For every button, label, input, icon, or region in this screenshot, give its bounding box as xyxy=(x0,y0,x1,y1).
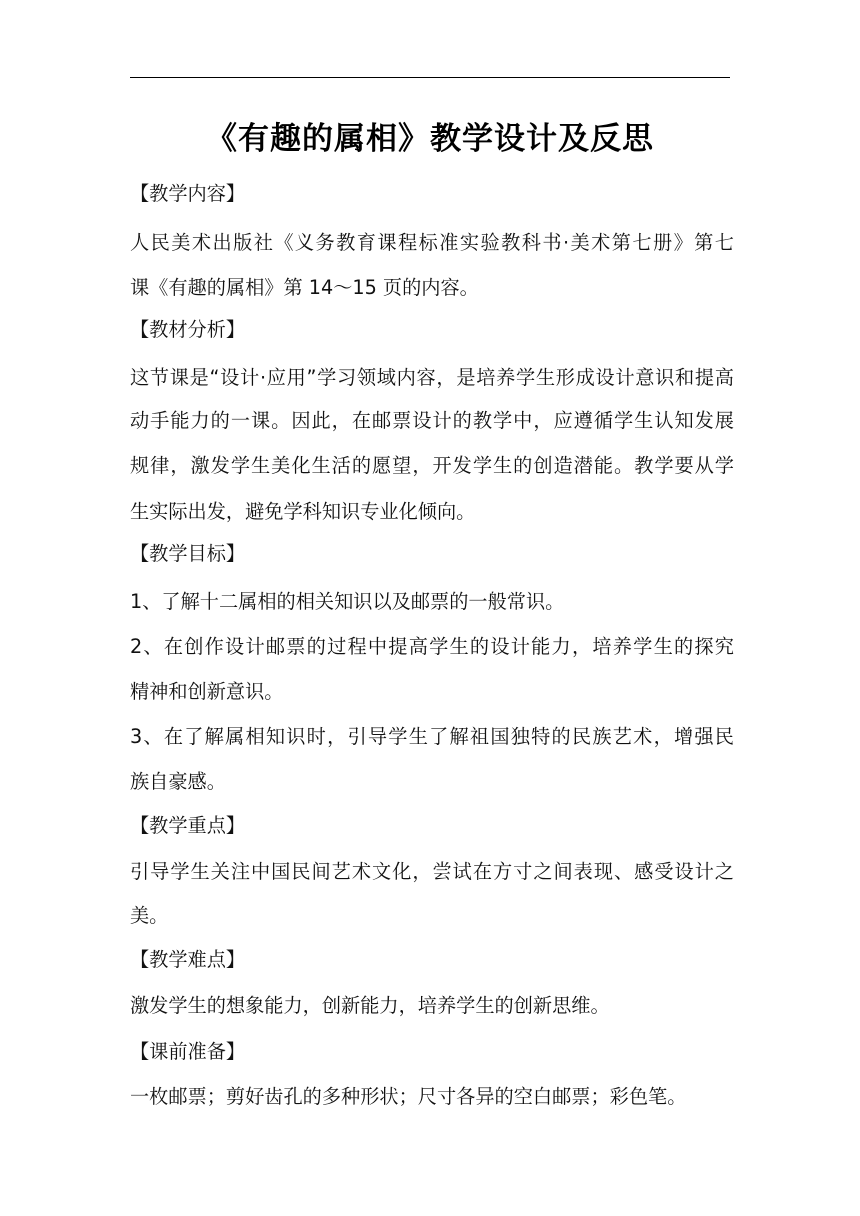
paragraph-line: 规律，激发学生美化生活的愿望，开发学生的创造潜能。教学要从学 xyxy=(130,454,734,477)
header-rule xyxy=(130,77,730,78)
document-title: 《有趣的属相》教学设计及反思 xyxy=(206,121,654,157)
section-heading-analysis: 【教材分析】 xyxy=(130,318,246,341)
paragraph-line: 课《有趣的属相》第 14～15 页的内容。 xyxy=(130,276,479,299)
paragraph-line: 这节课是“设计·应用”学习领域内容，是培养学生形成设计意识和提高 xyxy=(130,366,734,389)
section-heading-objectives: 【教学目标】 xyxy=(130,542,246,565)
paragraph-line: 动手能力的一课。因此，在邮票设计的教学中，应遵循学生认知发展 xyxy=(130,409,734,432)
section-heading-preparation: 【课前准备】 xyxy=(130,1040,246,1063)
paragraph-line: 生实际出发，避免学科知识专业化倾向。 xyxy=(130,500,476,523)
paragraph-line: 2、在创作设计邮票的过程中提高学生的设计能力，培养学生的探究 xyxy=(130,635,734,658)
section-heading-key-points: 【教学重点】 xyxy=(130,814,246,837)
paragraph-line: 精神和创新意识。 xyxy=(130,680,284,703)
paragraph-line: 激发学生的想象能力，创新能力，培养学生的创新思维。 xyxy=(130,994,610,1017)
paragraph-line: 一枚邮票；剪好齿孔的多种形状；尺寸各异的空白邮票；彩色笔。 xyxy=(130,1085,687,1108)
section-heading-difficulties: 【教学难点】 xyxy=(130,948,246,971)
paragraph-line: 3、在了解属相知识时，引导学生了解祖国独特的民族艺术，增强民 xyxy=(130,725,734,748)
paragraph-line: 美。 xyxy=(130,904,169,927)
paragraph-line: 人民美术出版社《义务教育课程标准实验教科书·美术第七册》第七 xyxy=(130,231,734,254)
paragraph-line: 1、了解十二属相的相关知识以及邮票的一般常识。 xyxy=(130,590,565,613)
paragraph-line: 族自豪感。 xyxy=(130,770,226,793)
paragraph-line: 引导学生关注中国民间艺术文化，尝试在方寸之间表现、感受设计之 xyxy=(130,860,734,883)
section-heading-content: 【教学内容】 xyxy=(130,182,246,205)
